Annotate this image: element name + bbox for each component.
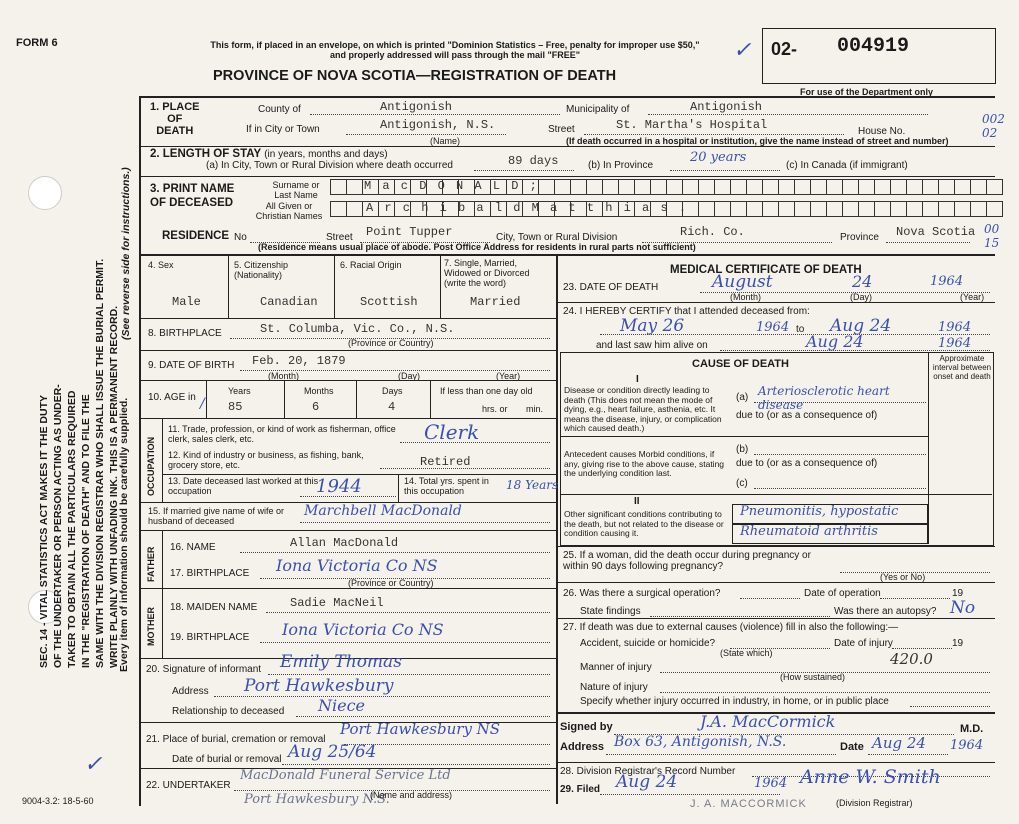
page-title: PROVINCE OF NOVA SCOTIA—REGISTRATION OF DEATH <box>213 68 617 84</box>
form-left-border <box>139 96 141 806</box>
date-of-death-month: August <box>712 272 773 292</box>
other-condition-1: Pneumonitis, hypostatic <box>740 504 899 519</box>
q27-label: 27. If death was due to external causes (violence) fill in also the following:— <box>563 622 899 633</box>
informant-rel-value: Niece <box>318 696 366 715</box>
age-lessday-label: If less than one day old <box>440 386 533 396</box>
op-date-label: Date of operation <box>804 588 881 599</box>
surname-value: M a c D O N A L D ; <box>364 179 539 193</box>
place-label: 1. PLACE OF DEATH <box>150 101 200 137</box>
age-hrs-label: hrs. or <box>482 404 508 414</box>
residence-no-label: No <box>234 232 247 243</box>
surname-label: Surname or Last Name <box>272 180 320 200</box>
informant-sig-label: 20. Signature of informant <box>146 664 262 675</box>
md-label: M.D. <box>960 723 984 735</box>
name-label: 3. PRINT NAME OF DECEASED <box>150 183 235 209</box>
residence-province-label: Province <box>840 232 879 243</box>
occupation-side-label: OCCUPATION <box>146 436 156 496</box>
department-use-note: For use of the Department only <box>800 87 934 97</box>
mother-name-label: 18. MAIDEN NAME <box>170 602 258 613</box>
signed-value: J.A. MacCormick <box>700 712 836 731</box>
informant-addr-value: Port Hawkesbury <box>244 676 394 696</box>
registration-number-box <box>762 28 996 84</box>
undertaker-value: MacDonald Funeral Service Ltd <box>240 768 451 783</box>
dob-value: Feb. 20, 1879 <box>252 354 346 368</box>
hospital-note: (If death occurred in a hospital or institution, give the name instead of street and number) <box>566 136 949 146</box>
cause-b-label: (b) <box>736 444 749 455</box>
date-of-death-year: 1964 <box>930 274 964 289</box>
age-check: / <box>200 396 205 412</box>
residence-division-label: City, Town or Rural Division <box>496 232 618 243</box>
last-saw-label: and last saw him alive on <box>596 340 708 351</box>
age-days-value: 4 <box>388 400 396 414</box>
stay-label: 2. LENGTH OF STAY (in years, months and days) <box>150 148 388 160</box>
citizenship-label: 5. Citizenship (Nationality) <box>234 260 289 280</box>
residence-province-value: Nova Scotia <box>896 225 976 239</box>
cause-a-value: Arteriosclerotic heart disease <box>758 384 890 412</box>
op-year: 19 <box>952 588 964 599</box>
residence-street-label: Street <box>326 232 353 243</box>
sustained-caption: (How sustained) <box>780 672 846 682</box>
city-value: Antigonish, N.S. <box>380 118 496 132</box>
q25-label: 25. If a woman, did the death occur during pregnancy or within 90 days following pregnancy? <box>563 550 811 572</box>
age-years-value: 85 <box>228 400 243 414</box>
interval-heading: Approximate interval between onset and death <box>932 354 992 381</box>
attended-to-label: to <box>796 324 805 335</box>
check-mark: ✓ <box>733 38 752 63</box>
stay-b-label: (b) In Province <box>588 160 654 171</box>
municipality-value: Antigonish <box>690 100 763 114</box>
municipality-label: Municipality of <box>566 104 630 115</box>
birthplace-caption: (Province or Country) <box>348 338 434 348</box>
age-days-label: Days <box>382 386 403 396</box>
street-label: Street <box>548 124 575 135</box>
autopsy-label: Was there an autopsy? <box>834 606 937 617</box>
footer-check: ✓ <box>84 752 103 777</box>
sidebar-line-5: SAME WITH THE DIVISION REGISTRAR WHO SHALL ISSUE THE BURIAL PERMIT. <box>94 258 106 668</box>
stay-c-label: (c) In Canada (if immigrant) <box>786 160 908 171</box>
birthplace-label: 8. BIRTHPLACE <box>148 328 222 339</box>
mother-birthplace-value: Iona Victoria Co NS <box>282 620 444 639</box>
form-number: FORM 6 <box>16 37 58 49</box>
informant-sig-value: Emily Thomas <box>280 652 402 672</box>
due-to-b: due to (or as a consequence of) <box>736 458 878 469</box>
county-value: Antigonish <box>380 100 453 114</box>
sidebar-line-6: WRITE PLAINLY WITH UNFADING INK. THIS IS A PERMANENT RECORD. <box>108 305 120 668</box>
address-value: Box 63, Antigonish, N.S. <box>614 734 787 750</box>
mother-side-label: MOTHER <box>146 607 156 646</box>
q25-caption: (Yes or No) <box>880 572 926 582</box>
given-value: A r c h i b a l d M a t t h i a s . <box>366 201 689 215</box>
form-code: 9004-3.2: 18-5-60 <box>22 796 94 806</box>
sidebar-line-2: OF THE UNDERTAKER OR PERSON ACTING AS UNDER- <box>52 384 64 668</box>
race-value: Scottish <box>360 295 418 309</box>
registration-prefix: 02- <box>771 39 798 59</box>
wife-label: 15. If married give name of wife or husband of deceased <box>148 506 285 526</box>
residence-label: RESIDENCE <box>162 230 230 242</box>
last-saw-value: Aug 24 <box>806 332 864 351</box>
other-conditions-label: Other significant conditions contributing to the death, but not related to the disease or condition causing it. <box>564 509 724 538</box>
sidebar-line-3: TAKER TO OBTAIN ALL THE PARTICULARS REQUIRED <box>66 390 78 668</box>
sidebar-line-4: IN THE "REGISTRATION OF DEATH" AND TO FILE THE <box>80 394 92 668</box>
specify-label: Specify whether injury occurred in industry, in home, or in public place <box>580 696 889 707</box>
certify-label: 24. I HEREBY CERTIFY that I attended deceased from: <box>563 306 810 317</box>
registrar-caption: (Division Registrar) <box>836 798 913 808</box>
date-value: Aug 24 <box>872 734 926 752</box>
filed-value: Aug 24 <box>616 772 678 792</box>
residence-division-value: Rich. Co. <box>680 225 745 239</box>
last-worked-label: 13. Date deceased last worked at this occupation <box>168 476 319 496</box>
age-months-value: 6 <box>312 400 320 414</box>
icd-code: 420.0 <box>890 650 933 668</box>
marital-label: 7. Single, Married, Widowed or Divorced (write the word) <box>444 258 530 288</box>
burial-place-value: Port Hawkesbury NS <box>340 720 501 738</box>
filed-year: 1964 <box>754 776 788 791</box>
medical-heading: MEDICAL CERTIFICATE OF DEATH <box>670 264 862 276</box>
sidebar-line-8: Every item of information should be carefully supplied. <box>118 397 130 672</box>
date-of-death-day: 24 <box>852 272 873 291</box>
state-caption: (State which) <box>720 648 773 658</box>
city-name-caption: (Name) <box>430 136 461 146</box>
father-name-value: Allan MacDonald <box>290 536 399 550</box>
punch-hole-top <box>28 176 62 210</box>
industry-label: 12. Kind of industry or business, as fishing, bank, grocery store, etc. <box>168 450 364 470</box>
accident-label: Accident, suicide or homicide? <box>580 638 716 649</box>
sidebar-line-1: SEC. 14 - VITAL STATISTICS ACT MAKES IT THE DUTY <box>38 394 50 668</box>
address-label: Address <box>560 741 605 753</box>
informant-rel-label: Relationship to deceased <box>172 706 285 717</box>
undertaker-value-2: Port Hawkesbury N.S. <box>244 792 390 807</box>
signed-label: Signed by <box>560 721 613 733</box>
sex-label: 4. Sex <box>148 260 174 270</box>
age-min-label: min. <box>526 404 544 414</box>
disease-label: Disease or condition directly leading to death (This does not mean the mode of dying, e.g., heart failure, asthenia, etc. It means the disease, injury, or complication which caused death.) <box>564 385 722 433</box>
father-name-label: 16. NAME <box>170 542 216 553</box>
dob-label: 9. DATE OF BIRTH <box>148 360 235 371</box>
roman-one: I <box>636 374 639 385</box>
industry-value: Retired <box>420 455 471 469</box>
father-birthplace-caption: (Province or Country) <box>348 578 434 588</box>
q29-label: 29. Filed <box>560 784 601 795</box>
trade-value: Clerk <box>424 420 480 444</box>
residence-note: (Residence means usual place of abode. Post Office Address for residents in rural parts not sufficient) <box>258 242 696 252</box>
given-label: All Given or Christian Names <box>255 201 323 221</box>
city-label: If in City or Town <box>246 124 320 135</box>
sex-value: Male <box>172 295 201 309</box>
date-label: Date <box>840 741 864 753</box>
manner-label: Manner of injury <box>580 662 652 673</box>
undertaker-label: 22. UNDERTAKER <box>146 780 231 791</box>
attended-from-year: 1964 <box>756 320 790 335</box>
center-divider <box>556 254 558 804</box>
last-worked-value: 1944 <box>316 476 362 497</box>
findings-label: State findings <box>580 606 641 617</box>
street-value: St. Martha's Hospital <box>616 118 768 132</box>
dob-day-caption: (Day) <box>398 371 420 381</box>
total-years-label: 14. Total yrs. spent in this occupation <box>404 476 489 496</box>
q28-label: 28. Division Registrar's Record Number <box>560 766 736 777</box>
registrar-signature: Anne W. Smith <box>800 766 941 788</box>
informant-addr-label: Address <box>172 686 209 697</box>
trade-label: 11. Trade, profession, or kind of work as fisherman, office clerk, sales clerk, etc. <box>168 424 396 444</box>
date-of-death-label: 23. DATE OF DEATH <box>563 282 659 293</box>
wife-value: Marchbell MacDonald <box>304 503 462 519</box>
date-year: 1964 <box>950 738 984 753</box>
burial-date-value: Aug 25/64 <box>288 742 377 762</box>
margin-codes: 002 02 <box>982 112 1005 140</box>
cause-a-label: (a) <box>736 392 749 403</box>
undertaker-caption: (Name and address) <box>370 790 453 800</box>
house-label: House No. <box>858 126 906 137</box>
due-to-a: due to (or as a consequence of) <box>736 410 878 421</box>
injury-year: 19 <box>952 638 964 649</box>
antecedent-label: Antecedent causes Morbid conditions, if any, giving rise to the above cause, stating the underlying condition last. <box>564 449 725 478</box>
last-saw-year: 1964 <box>938 336 972 351</box>
death-year-caption: (Year) <box>960 292 985 302</box>
marital-value: Married <box>470 295 521 309</box>
residence-margin: 00 15 <box>984 222 1000 250</box>
nature-label: Nature of injury <box>580 682 648 693</box>
cause-heading: CAUSE OF DEATH <box>692 358 789 370</box>
registration-number: 004919 <box>837 35 910 58</box>
county-label: County of <box>258 104 301 115</box>
residence-street-value: Point Tupper <box>366 225 453 239</box>
attended-from: May 26 <box>620 316 685 336</box>
age-years-label: Years <box>228 386 251 396</box>
autopsy-value: No <box>950 598 976 618</box>
burial-date-label: Date of burial or removal <box>172 754 282 765</box>
age-label: 10. AGE in <box>148 392 196 403</box>
birthplace-value: St. Columba, Vic. Co., N.S. <box>260 322 455 336</box>
attended-to-year: 1964 <box>938 320 972 335</box>
race-label: 6. Racial Origin <box>340 260 402 270</box>
physician-stamp: J. A. MACCORMICK <box>690 798 807 810</box>
dob-month-caption: (Month) <box>268 371 300 381</box>
burial-place-label: 21. Place of burial, cremation or removal <box>146 734 326 745</box>
cause-c-label: (c) <box>736 478 748 489</box>
death-day-caption: (Day) <box>850 292 872 302</box>
stay-a-value: 89 days <box>508 154 559 168</box>
attended-to: Aug 24 <box>830 316 892 336</box>
citizenship-value: Canadian <box>260 295 318 309</box>
stay-b-value: 20 years <box>690 150 747 165</box>
stay-a-label: (a) In City, Town or Rural Division where death occurred <box>206 160 453 171</box>
sidebar-line-7: (See reverse side for instructions.) <box>120 167 132 340</box>
age-months-label: Months <box>304 386 334 396</box>
mother-name-value: Sadie MacNeil <box>290 596 384 610</box>
total-years-value: 18 Years <box>506 478 559 492</box>
other-condition-2: Rheumatoid arthritis <box>740 524 878 539</box>
mother-birthplace-label: 19. BIRTHPLACE <box>170 632 250 643</box>
father-side-label: FATHER <box>146 546 156 582</box>
death-month-caption: (Month) <box>730 292 762 302</box>
roman-two: II <box>634 496 640 507</box>
injury-date-label: Date of injury <box>834 638 893 649</box>
father-birthplace-value: Iona Victoria Co NS <box>276 556 438 575</box>
father-birthplace-label: 17. BIRTHPLACE <box>170 568 250 579</box>
envelope-note: This form, if placed in an envelope, on which is printed "Dominion Statistics – Free, penalty for improper use $50," and properly addressed will pass through the mail "FREE" <box>210 40 700 60</box>
dob-year-caption: (Year) <box>496 371 521 381</box>
q26-label: 26. Was there a surgical operation? <box>563 588 721 599</box>
